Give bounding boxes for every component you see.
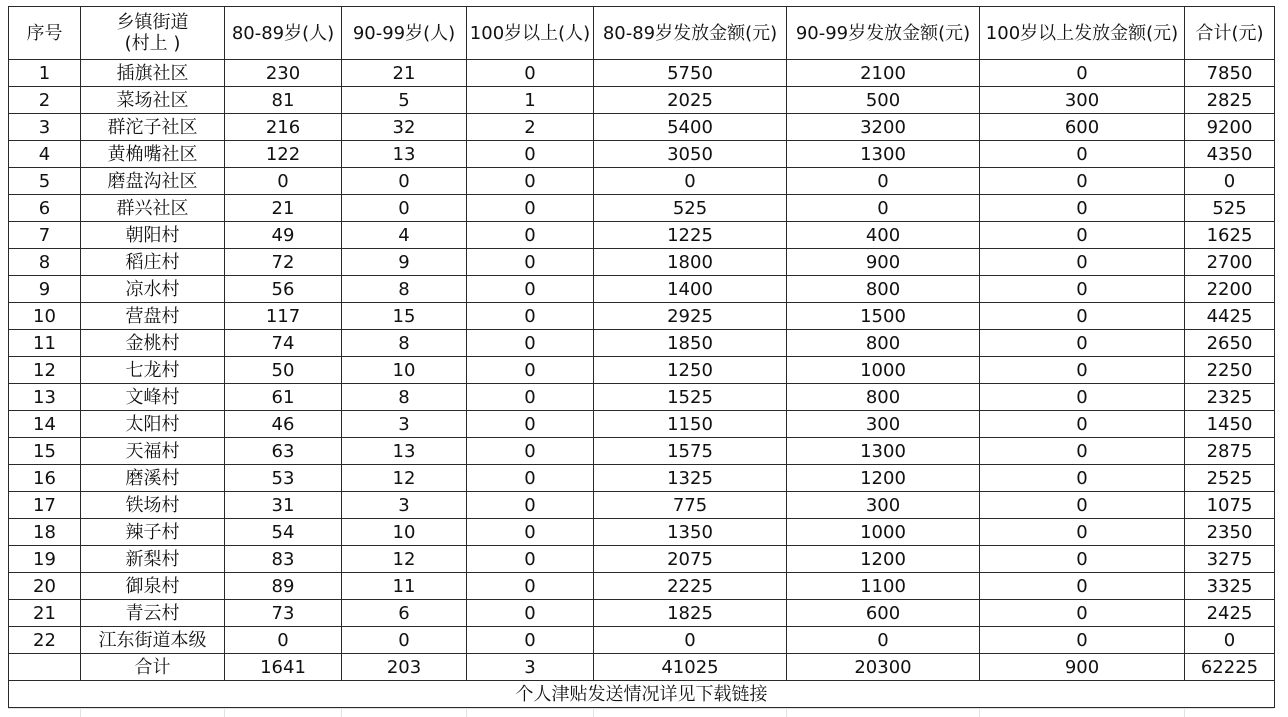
cell-amt100: 0 [980,384,1185,411]
cell-age100: 0 [467,600,594,627]
cell-seq: 2 [9,87,81,114]
table-row [9,168,1275,195]
cell-amt100: 0 [980,222,1185,249]
cell-amt90: 600 [787,600,980,627]
cell-name: 群兴社区 [81,195,225,222]
cell-age80: 72 [225,249,342,276]
cell-amt80: 775 [594,492,787,519]
cell-age80: 46 [225,411,342,438]
cell-seq: 7 [9,222,81,249]
totals-age100: 3 [467,654,594,681]
cell-age90: 3 [342,492,467,519]
cell-seq: 3 [9,114,81,141]
cell-total: 2250 [1185,357,1275,384]
cell-amt80: 1800 [594,249,787,276]
cell-amt100: 0 [980,60,1185,87]
cell-amt90: 500 [787,87,980,114]
cell-total: 2825 [1185,87,1275,114]
cell-amt90: 800 [787,330,980,357]
cell-total: 2525 [1185,465,1275,492]
cell-age100: 0 [467,249,594,276]
table-row [9,627,1275,654]
header-total: 合计(元) [1185,7,1275,60]
totals-amt90: 20300 [787,654,980,681]
totals-label: 合计 [81,654,225,681]
cell-amt80: 5750 [594,60,787,87]
cell-seq: 1 [9,60,81,87]
cell-seq: 17 [9,492,81,519]
cell-seq: 12 [9,357,81,384]
cell-amt100: 300 [980,87,1185,114]
header-amt80: 80-89岁发放金额(元) [594,7,787,60]
download-note: 个人津贴发送情况详见下载链接 [9,681,1275,708]
cell-name: 江东街道本级 [81,627,225,654]
cell-amt90: 1300 [787,141,980,168]
cell-amt100: 0 [980,519,1185,546]
cell-amt90: 800 [787,276,980,303]
cell-name: 插旗社区 [81,60,225,87]
cell-amt90: 2100 [787,60,980,87]
cell-age100: 0 [467,438,594,465]
cell-age90: 8 [342,384,467,411]
cell-total: 1625 [1185,222,1275,249]
cell-amt90: 1500 [787,303,980,330]
cell-amt100: 0 [980,465,1185,492]
cell-age100: 0 [467,303,594,330]
cell-amt80: 1150 [594,411,787,438]
cell-total: 3325 [1185,573,1275,600]
cell-age90: 9 [342,249,467,276]
cell-age100: 2 [467,114,594,141]
cell-amt100: 0 [980,546,1185,573]
table-row [9,141,1275,168]
cell-name: 辣子村 [81,519,225,546]
cell-total: 1075 [1185,492,1275,519]
cell-amt80: 5400 [594,114,787,141]
table-row [9,573,1275,600]
cell-total: 2650 [1185,330,1275,357]
table-row [9,114,1275,141]
cell-age80: 74 [225,330,342,357]
cell-amt80: 2025 [594,87,787,114]
cell-amt80: 2225 [594,573,787,600]
cell-amt80: 0 [594,627,787,654]
cell-amt90: 800 [787,384,980,411]
cell-age90: 0 [342,168,467,195]
cell-total: 4350 [1185,141,1275,168]
cell-age80: 61 [225,384,342,411]
cell-seq: 15 [9,438,81,465]
cell-age80: 230 [225,60,342,87]
cell-amt90: 1000 [787,519,980,546]
cell-amt100: 0 [980,330,1185,357]
cell-amt100: 0 [980,249,1185,276]
cell-age90: 12 [342,465,467,492]
cell-amt100: 0 [980,438,1185,465]
cell-total: 525 [1185,195,1275,222]
cell-age100: 0 [467,627,594,654]
cell-amt100: 0 [980,492,1185,519]
cell-age90: 32 [342,114,467,141]
cell-age100: 0 [467,141,594,168]
cell-age80: 49 [225,222,342,249]
cell-age80: 0 [225,168,342,195]
cell-age100: 0 [467,195,594,222]
cell-amt90: 300 [787,411,980,438]
cell-total: 2350 [1185,519,1275,546]
table-row [9,60,1275,87]
cell-amt100: 0 [980,276,1185,303]
cell-seq: 11 [9,330,81,357]
table-row [9,600,1275,627]
subsidy-table [8,6,1275,708]
cell-age90: 11 [342,573,467,600]
cell-age90: 6 [342,600,467,627]
cell-name: 金桃村 [81,330,225,357]
table-row [9,222,1275,249]
cell-name: 青云村 [81,600,225,627]
cell-age80: 50 [225,357,342,384]
table-row [9,465,1275,492]
cell-age90: 0 [342,627,467,654]
totals-total: 62225 [1185,654,1275,681]
totals-age90: 203 [342,654,467,681]
cell-name: 御泉村 [81,573,225,600]
cell-age90: 13 [342,438,467,465]
totals-amt80: 41025 [594,654,787,681]
cell-name: 文峰村 [81,384,225,411]
cell-total: 2325 [1185,384,1275,411]
cell-total: 2875 [1185,438,1275,465]
cell-seq: 8 [9,249,81,276]
cell-age100: 0 [467,276,594,303]
table-row [9,438,1275,465]
cell-age100: 0 [467,168,594,195]
cell-age80: 0 [225,627,342,654]
header-town [81,7,225,60]
cell-age100: 0 [467,222,594,249]
cell-age80: 83 [225,546,342,573]
cell-seq: 14 [9,411,81,438]
cell-age90: 8 [342,276,467,303]
header-town-line1: 乡镇街道 [116,12,189,33]
subsidy-table-sheet [8,6,1275,708]
cell-amt90: 0 [787,627,980,654]
cell-age90: 13 [342,141,467,168]
cell-age90: 8 [342,330,467,357]
cell-age100: 1 [467,87,594,114]
cell-age90: 12 [342,546,467,573]
cell-amt90: 900 [787,249,980,276]
cell-age80: 53 [225,465,342,492]
cell-total: 4425 [1185,303,1275,330]
cell-amt80: 1250 [594,357,787,384]
cell-amt80: 1850 [594,330,787,357]
cell-amt90: 1200 [787,465,980,492]
cell-age100: 0 [467,330,594,357]
cell-seq: 10 [9,303,81,330]
cell-amt80: 1825 [594,600,787,627]
cell-total: 3275 [1185,546,1275,573]
cell-name: 黄桷嘴社区 [81,141,225,168]
cell-name: 凉水村 [81,276,225,303]
cell-age100: 0 [467,465,594,492]
cell-name: 太阳村 [81,411,225,438]
cell-total: 2425 [1185,600,1275,627]
header-town-line2: (村上 ) [124,33,181,54]
cell-total: 0 [1185,168,1275,195]
totals-seq-cell [9,654,81,681]
cell-age80: 21 [225,195,342,222]
cell-age100: 0 [467,357,594,384]
cell-amt100: 0 [980,627,1185,654]
cell-amt80: 1575 [594,438,787,465]
cell-amt90: 1000 [787,357,980,384]
cell-amt90: 300 [787,492,980,519]
cell-age90: 10 [342,519,467,546]
table-row [9,330,1275,357]
cell-age100: 0 [467,411,594,438]
cell-age80: 122 [225,141,342,168]
cell-age90: 21 [342,60,467,87]
cell-seq: 13 [9,384,81,411]
cell-amt90: 3200 [787,114,980,141]
cell-age100: 0 [467,573,594,600]
cell-amt80: 1400 [594,276,787,303]
cell-age80: 63 [225,438,342,465]
cell-total: 1450 [1185,411,1275,438]
header-age100: 100岁以上(人) [467,7,594,60]
cell-amt80: 1225 [594,222,787,249]
table-header [9,7,1275,60]
header-age90: 90-99岁(人) [342,7,467,60]
table-row [9,303,1275,330]
cell-name: 菜场社区 [81,87,225,114]
cell-total: 7850 [1185,60,1275,87]
cell-amt90: 400 [787,222,980,249]
cell-amt100: 0 [980,600,1185,627]
cell-name: 新梨村 [81,546,225,573]
cell-seq: 21 [9,600,81,627]
cell-seq: 5 [9,168,81,195]
table-footer [9,654,1275,708]
cell-amt100: 0 [980,195,1185,222]
cell-amt100: 0 [980,411,1185,438]
cell-age100: 0 [467,384,594,411]
cell-name: 群沱子社区 [81,114,225,141]
cell-seq: 20 [9,573,81,600]
table-row [9,492,1275,519]
cell-age90: 5 [342,87,467,114]
cell-amt80: 3050 [594,141,787,168]
cell-amt100: 0 [980,303,1185,330]
header-amt100: 100岁以上发放金额(元) [980,7,1185,60]
table-row [9,519,1275,546]
cell-amt80: 0 [594,168,787,195]
table-row [9,357,1275,384]
totals-row [9,654,1275,681]
table-row [9,195,1275,222]
cell-age90: 10 [342,357,467,384]
cell-amt80: 1350 [594,519,787,546]
cell-age80: 81 [225,87,342,114]
header-amt90: 90-99岁发放金额(元) [787,7,980,60]
cell-seq: 19 [9,546,81,573]
cell-age90: 0 [342,195,467,222]
cell-seq: 18 [9,519,81,546]
table-row [9,276,1275,303]
cell-seq: 4 [9,141,81,168]
cell-amt100: 0 [980,573,1185,600]
cell-seq: 16 [9,465,81,492]
cell-name: 磨盘沟社区 [81,168,225,195]
cell-total: 9200 [1185,114,1275,141]
totals-age80: 1641 [225,654,342,681]
cell-amt80: 1525 [594,384,787,411]
cell-amt80: 2075 [594,546,787,573]
cell-name: 朝阳村 [81,222,225,249]
table-row [9,411,1275,438]
cell-name: 天福村 [81,438,225,465]
header-age80: 80-89岁(人) [225,7,342,60]
cell-seq: 9 [9,276,81,303]
cell-total: 2700 [1185,249,1275,276]
cell-age90: 3 [342,411,467,438]
cell-age90: 15 [342,303,467,330]
table-row [9,249,1275,276]
note-row [9,681,1275,708]
cell-amt80: 2925 [594,303,787,330]
cell-amt100: 0 [980,357,1185,384]
cell-amt90: 1100 [787,573,980,600]
totals-amt100: 900 [980,654,1185,681]
cell-name: 营盘村 [81,303,225,330]
cell-total: 2200 [1185,276,1275,303]
table-body [9,60,1275,654]
cell-age100: 0 [467,60,594,87]
cell-age80: 31 [225,492,342,519]
cell-amt90: 1200 [787,546,980,573]
cell-age100: 0 [467,492,594,519]
cell-age80: 54 [225,519,342,546]
cell-amt100: 0 [980,141,1185,168]
cell-age80: 216 [225,114,342,141]
cell-amt90: 1300 [787,438,980,465]
header-row [9,7,1275,60]
cell-age80: 56 [225,276,342,303]
cell-name: 磨溪村 [81,465,225,492]
cell-age100: 0 [467,519,594,546]
cell-amt100: 600 [980,114,1185,141]
header-seq: 序号 [9,7,81,60]
cell-age80: 117 [225,303,342,330]
cell-seq: 22 [9,627,81,654]
cell-amt90: 0 [787,168,980,195]
table-row [9,546,1275,573]
cell-age80: 73 [225,600,342,627]
cell-name: 铁场村 [81,492,225,519]
cell-name: 稻庄村 [81,249,225,276]
cell-amt90: 0 [787,195,980,222]
cell-seq: 6 [9,195,81,222]
cell-amt80: 525 [594,195,787,222]
cell-total: 0 [1185,627,1275,654]
cell-amt80: 1325 [594,465,787,492]
cell-amt100: 0 [980,168,1185,195]
cell-age100: 0 [467,546,594,573]
cell-name: 七龙村 [81,357,225,384]
table-row [9,87,1275,114]
table-row [9,384,1275,411]
cell-age80: 89 [225,573,342,600]
cell-age90: 4 [342,222,467,249]
